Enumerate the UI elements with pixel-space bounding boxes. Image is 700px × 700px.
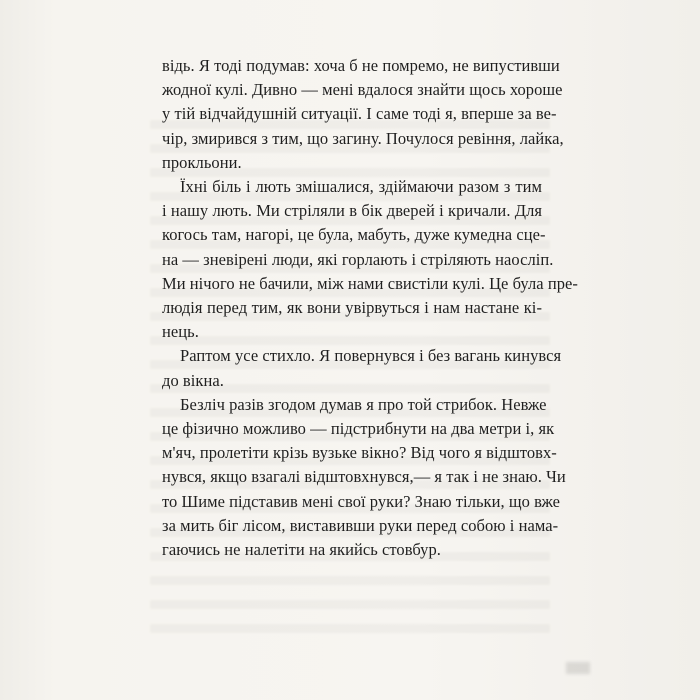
text-line: Раптом усе стихло. Я повернувся і без вагань кинувся [180,346,562,366]
text-line: нець. [162,322,199,342]
reverse-page-number-bleed [566,662,590,674]
paragraph-3 [162,344,562,392]
text-line: людія перед тим, як вони увірвуться і нам настане кі- [162,298,542,318]
text-line: жодної кулі. Дивно — мені вдалося знайти щось хороше [162,80,563,100]
body-text [162,54,578,562]
text-line: відь. Я тоді подумав: хоча б не помремо, не випустивши [162,56,560,75]
text-line: когось там, нагорі, це була, мабуть, дуже кумедна сце- [162,225,546,245]
text-line: прокльони. [162,152,242,172]
text-line: нувся, якщо взагалі відштовхнувся,— я так і не знаю. Чи [162,467,566,487]
text-line: то Шиме підставив мені свої руки? Знаю тільки, що вже [162,491,561,511]
text-line: чір, змирився з тим, що загину. Почулося ревіння, лайка, [162,128,564,148]
paragraph-4 [162,393,566,562]
text-line: м'яч, пролетіти крізь вузьке вікно? Від чого я відштовх- [162,443,557,463]
text-line: і нашу лють. Ми стріляли в бік дверей і кричали. Для [162,201,542,221]
text-line: гаючись не налетіти на якийсь стовбур. [162,540,441,560]
text-line: на — зневірені люди, які горлають і стріляють наосліп. [162,249,554,269]
text-line: у тій відчайдушній ситуації. І саме тоді я, вперше за ве- [162,104,557,124]
paragraph-1 [162,54,564,175]
text-line: це фізично можливо — підстрибнути на два метри і, як [162,419,555,439]
text-line: Їхні біль і лють змішалися, здіймаючи разом з тим [180,177,542,197]
text-line: до вікна. [162,370,224,390]
text-line: Ми нічого не бачили, між нами свистіли кулі. Це була пре- [162,273,578,293]
text-line: за мить біг лісом, виставивши руки перед собою і нама- [162,515,559,535]
text-line: Безліч разів згодом думав я про той стрибок. Невже [180,394,547,414]
paragraph-2 [162,175,578,344]
